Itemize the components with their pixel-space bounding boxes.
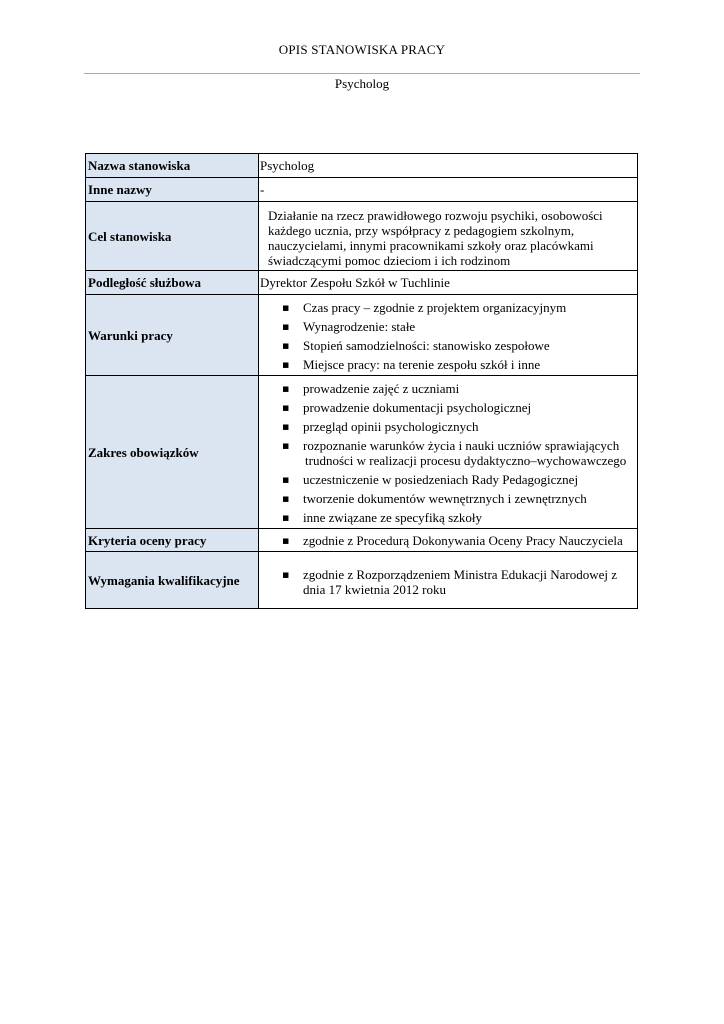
table-row [86, 271, 638, 295]
table-row [86, 376, 638, 529]
cel-line: każdego ucznia, przy współpracy z pedagogiem szkolnym, [268, 223, 575, 238]
cel-line: nauczycielami, innymi pracownikami szkoły oraz placówkami [268, 238, 594, 253]
row-value-wymagania [259, 552, 638, 609]
table-row [86, 154, 638, 178]
list-item-line: dnia 17 kwietnia 2012 roku [303, 582, 446, 597]
row-value-cel [259, 202, 638, 271]
document-subtitle: Psycholog [334, 76, 390, 91]
list-item: ▪ przegląd opinii psychologicznych [260, 419, 637, 434]
table-row [86, 202, 638, 271]
list-item: ▪ inne związane ze specyfiką szkoły [260, 510, 637, 525]
row-label-kryteria: Kryteria oceny pracy [86, 529, 259, 552]
list-item: ▪ Stopień samodzielności: stanowisko zespołowe [260, 338, 637, 353]
row-value-inne: - [259, 178, 638, 202]
list-item-line: trudności w realizacji procesu dydaktyczno–wychowawczego [305, 453, 627, 468]
list-item-line: ▪ rozpoznanie warunków życia i nauki uczniów sprawiających [303, 438, 620, 453]
row-label-wymagania: Wymagania kwalifikacyjne [86, 552, 259, 609]
list-item: ▪ prowadzenie dokumentacji psychologicznej [260, 400, 637, 415]
list-item: ▪ Miejsce pracy: na terenie zespołu szkół i inne [260, 357, 637, 372]
list-item: ▪ Wynagrodzenie: stałe [260, 319, 637, 334]
list-item: ▪ uczestniczenie w posiedzeniach Rady Pedagogicznej [260, 472, 637, 487]
cel-line: świadczącymi pomoc dzieciom i ich rodzinom [268, 253, 511, 268]
row-value-zakres [259, 376, 638, 529]
row-label-warunki: Warunki pracy [86, 295, 259, 376]
list-item: ▪ tworzenie dokumentów wewnętrznych i zewnętrznych [260, 491, 637, 506]
table-row [86, 295, 638, 376]
table-row [86, 552, 638, 609]
kryteria-list [260, 533, 637, 548]
row-label-podleglosc: Podległość służbowa [86, 271, 259, 295]
list-item [260, 567, 637, 597]
list-item [260, 438, 637, 468]
document-title: OPIS STANOWISKA PRACY [278, 42, 446, 57]
row-label-cel: Cel stanowiska [86, 202, 259, 271]
list-item: ▪ prowadzenie zajęć z uczniami [260, 381, 637, 396]
zakres-list [260, 381, 637, 525]
row-value-kryteria [259, 529, 638, 552]
row-label-nazwa: Nazwa stanowiska [86, 154, 259, 178]
row-value-warunki [259, 295, 638, 376]
warunki-list [260, 300, 637, 372]
row-label-zakres: Zakres obowiązków [86, 376, 259, 529]
row-value-podleglosc: Dyrektor Zespołu Szkół w Tuchlinie [259, 271, 638, 295]
table-row [86, 178, 638, 202]
row-label-inne: Inne nazwy [86, 178, 259, 202]
wymagania-list [260, 567, 637, 597]
header-divider [84, 73, 640, 74]
list-item: ▪ Czas pracy – zgodnie z projektem organizacyjnym [260, 300, 637, 315]
job-description-table [85, 153, 638, 609]
cel-line: Działanie na rzecz prawidłowego rozwoju psychiki, osobowości [268, 208, 603, 223]
table-row [86, 529, 638, 552]
row-value-nazwa: Psycholog [259, 154, 638, 178]
list-item-line: ▪ zgodnie z Rozporządzeniem Ministra Edukacji Narodowej z [303, 567, 618, 582]
list-item: ▪ zgodnie z Procedurą Dokonywania Oceny Pracy Nauczyciela [260, 533, 637, 548]
